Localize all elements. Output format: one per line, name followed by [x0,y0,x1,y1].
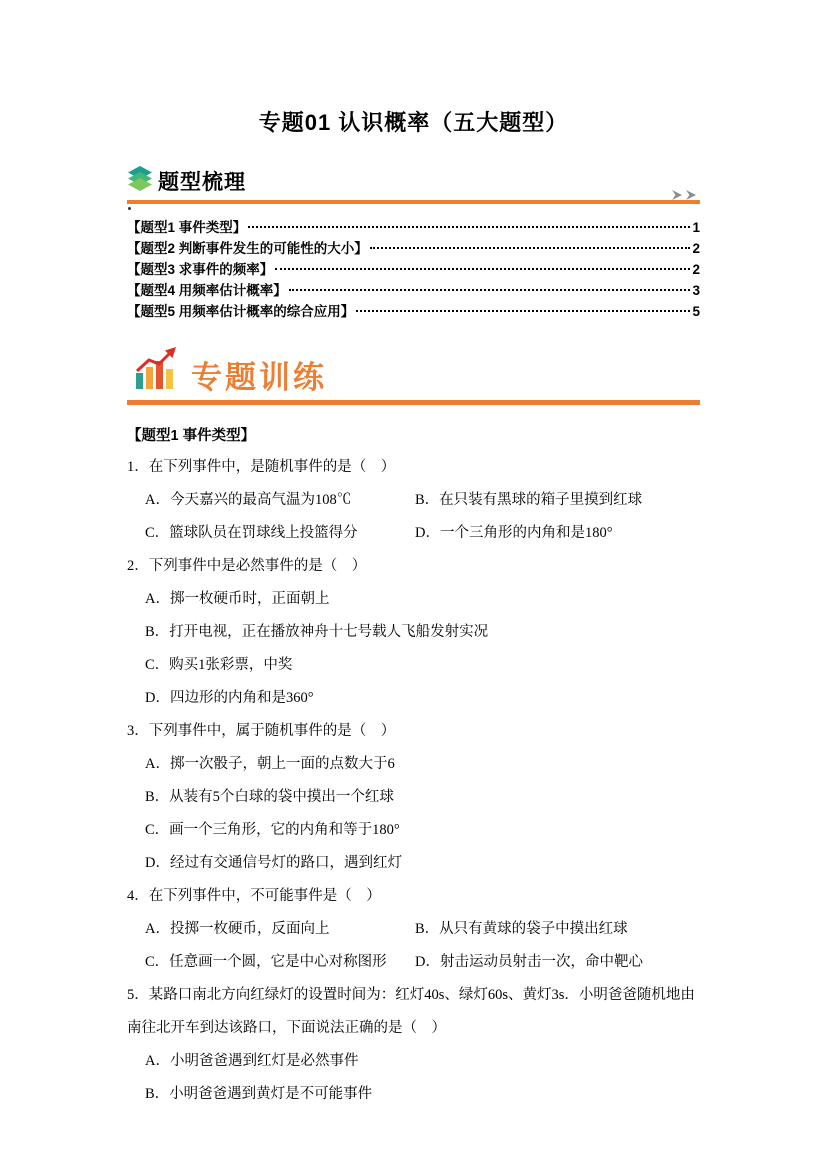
option: B．从只有黄球的袋子中摸出红球 [415,921,628,937]
training-section-title: 专题训练 [191,360,327,395]
question-stem: 4．在下列事件中，不可能事件是（ ） [127,888,381,904]
option: B．从装有5个白球的袋中摸出一个红球 [145,789,394,805]
question-block [127,880,700,979]
toc-label: 【题型4 用频率估计概率】 [127,283,287,298]
toc-dot-leader [248,226,690,228]
question-stem: 3．下列事件中，属于随机事件的是（ ） [127,723,396,739]
table-of-contents [127,217,700,322]
question-stem: 2．下列事件中是必然事件的是（ ） [127,558,367,574]
option: A．小明爸爸遇到红灯是必然事件 [145,1053,359,1069]
option: B．小明爸爸遇到黄灯是不可能事件 [145,1086,373,1102]
option: D．射击运动员射击一次，命中靶心 [415,954,643,970]
option: C．篮球队员在罚球线上投篮得分 [145,525,358,541]
toc-label: 【题型3 求事件的频率】 [127,262,274,277]
toc-dot-leader [370,247,691,249]
question-stem: 5．某路口南北方向红绿灯的设置时间为：红灯40s、绿灯60s、黄灯3s．小明爸爸随机地由南往北开车到达该路口，下面说法正确的是（ ） [127,987,695,1036]
training-section-header [127,346,700,395]
toc-page-number: 2 [692,241,700,256]
question-options [127,913,700,979]
option: A．今天嘉兴的最高气温为108℃ [145,492,352,508]
content-column [127,0,700,1111]
toc-item [127,280,700,301]
option: C．任意画一个圆，它是中心对称图形 [145,954,387,970]
question-block [127,451,700,550]
stacked-layers-icon [127,165,153,197]
option: A．掷一枚硬币时，正面朝上 [145,591,330,607]
stray-dot [128,207,131,210]
option: D．四边形的内角和是360° [145,690,314,706]
outline-section-header [127,165,700,197]
accent-rule-2 [127,400,700,405]
toc-page-number: 3 [692,283,700,298]
page-title: 专题01 认识概率（五大题型） [258,110,569,135]
toc-item [127,238,700,259]
toc-label: 【题型5 用频率估计概率的综合应用】 [127,304,355,319]
toc-page-number: 5 [692,304,700,319]
option: B．在只装有黑球的箱子里摸到红球 [415,492,643,508]
option: A．投掷一枚硬币，反面向上 [145,921,330,937]
option: C．购买1张彩票，中奖 [145,657,293,673]
toc-item [127,217,700,238]
question-options [127,484,700,550]
option: D．经过有交通信号灯的路口，遇到红灯 [145,855,402,871]
option: D．一个三角形的内角和是180° [415,525,613,541]
double-arrow-right-icon [670,189,700,201]
toc-page-number: 2 [692,262,700,277]
toc-dot-leader [275,268,690,270]
option: A．掷一次骰子，朝上一面的点数大于6 [145,756,395,772]
toc-item [127,259,700,280]
worksheet-body [127,421,700,1111]
toc-label: 【题型2 判断事件发生的可能性的大小】 [127,241,368,256]
toc-page-number: 1 [692,220,700,235]
bar-chart-arrow-icon [133,346,179,395]
toc-item [127,301,700,322]
toc-dot-leader [356,310,690,312]
toc-dot-leader [289,289,691,291]
option: C．画一个三角形，它的内角和等于180° [145,822,400,838]
question-block [127,550,700,715]
question-block [127,979,700,1111]
accent-rule [127,200,700,204]
question-stem: 1．在下列事件中，是随机事件的是（ ） [127,459,396,475]
question-block [127,715,700,880]
outline-section-title: 题型梳理 [158,171,246,194]
section-heading: 【题型1 事件类型】 [127,428,256,444]
option: B．打开电视，正在播放神舟十七号载人飞船发射实况 [145,624,489,640]
toc-label: 【题型1 事件类型】 [127,220,247,235]
